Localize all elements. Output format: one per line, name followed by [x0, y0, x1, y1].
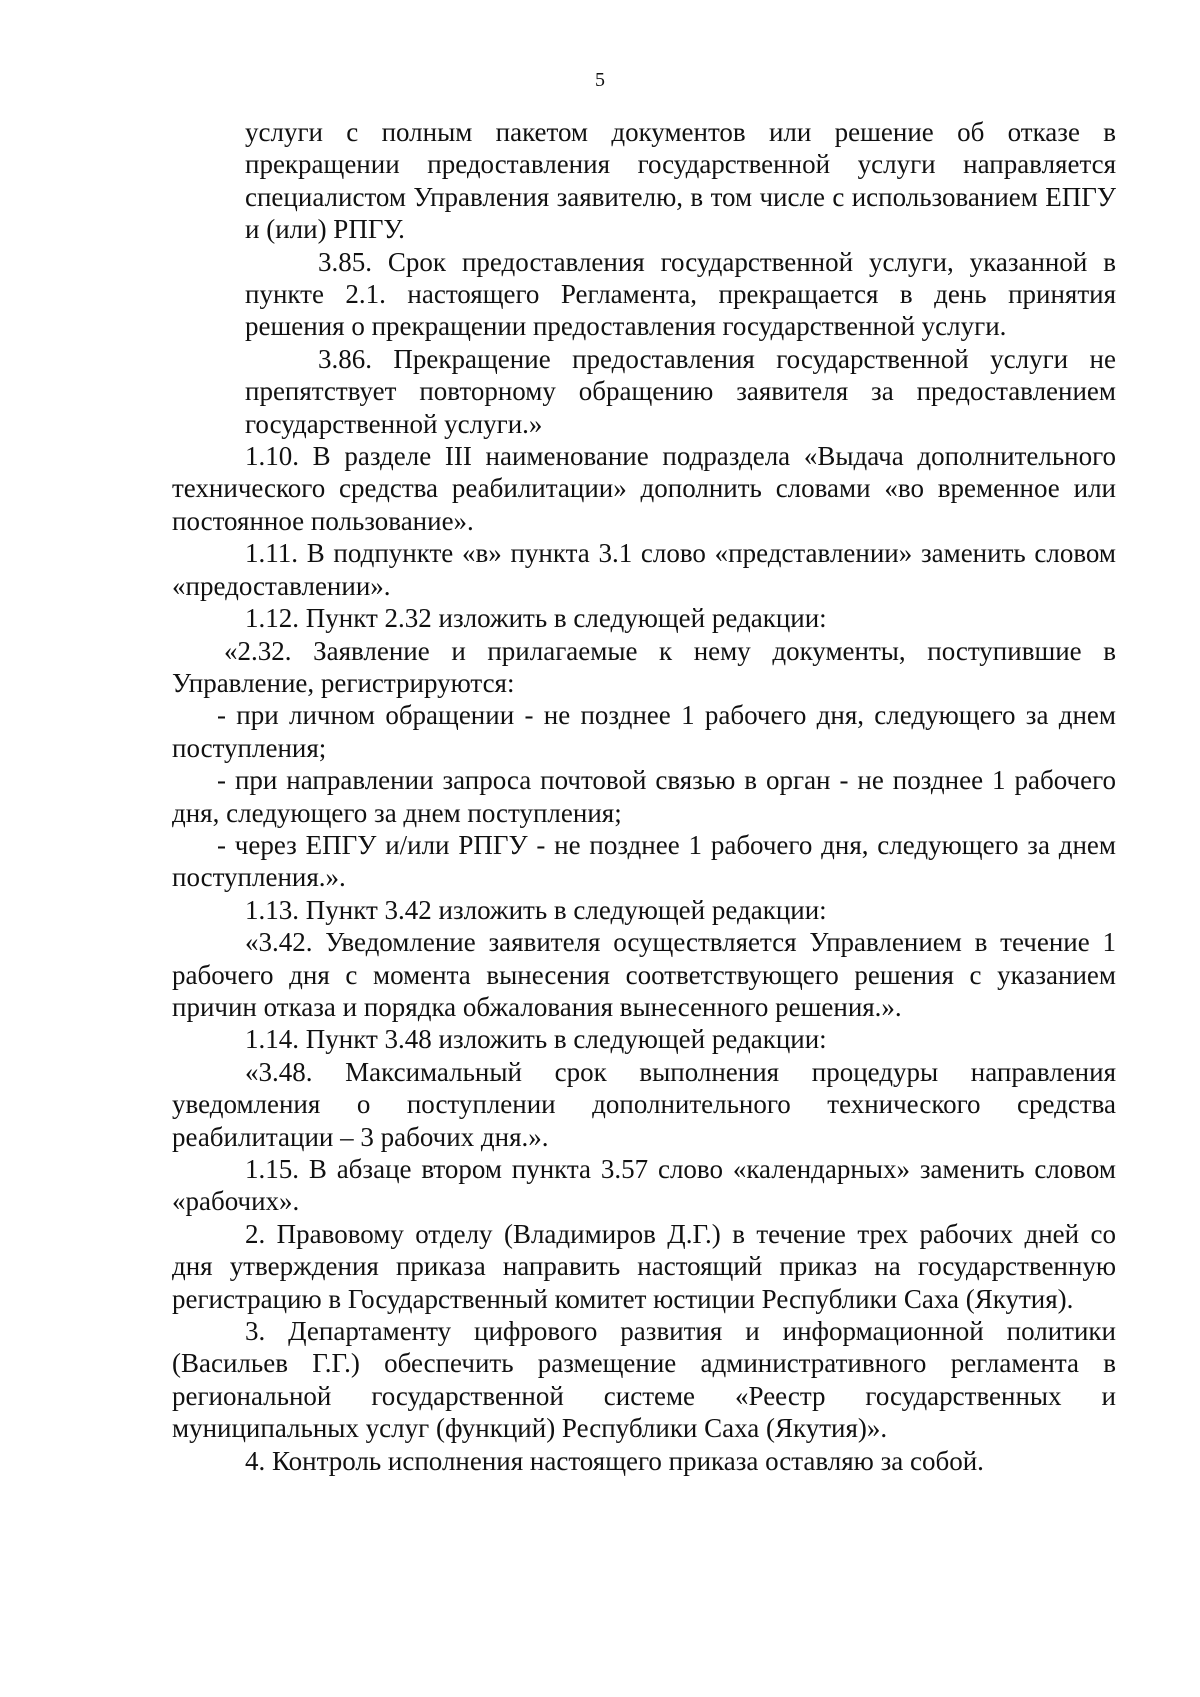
paragraph-1-12: 1.12. Пункт 2.32 изложить в следующей редакции: [245, 603, 827, 634]
list-item: - через ЕПГУ и/или РПГУ - не позднее 1 рабочего дня, следующего за днем поступления.». [172, 829, 1116, 893]
page-number: 5 [595, 69, 605, 91]
paragraph-1-10: 1.10. В разделе III наименование подраздела «Выдача дополнительного технического средства реабилитации» дополнить словами «во временное или постоянное пользование». [172, 441, 1116, 536]
paragraph-3-48: «3.48. Максимальный срок выполнения процедуры направления уведомления о поступлении дополнительного технического средства реабилитации – 3 рабочих дня.». [172, 1056, 1116, 1152]
paragraph-1-11: 1.11. В подпункте «в» пункта 3.1 слово «представлении» заменить словом «предоставлении». [172, 538, 1116, 601]
paragraph-3-42: «3.42. Уведомление заявителя осуществляется Управлением в течение 1 рабочего дня с момента вынесения соответствующего решения с указанием причин отказа и порядка обжалования вынесенного решения.». [172, 927, 1116, 1022]
paragraph-4: 4. Контроль исполнения настоящего приказа оставляю за собой. [245, 1445, 984, 1476]
paragraph-2: 2. Правовому отделу (Владимиров Д.Г.) в течение трех рабочих дней со дня утверждения приказа направить настоящий приказ на государственную регистрацию в Государственный комитет юстиции Республики Саха (Якутия). [172, 1218, 1116, 1314]
paragraph-3-86: 3.86. Прекращение предоставления государственной услуги не препятствует повторному обращению заявителя за предоставлением государственной услуги.» [245, 343, 1116, 439]
paragraph-1-13: 1.13. Пункт 3.42 изложить в следующей редакции: [245, 894, 827, 925]
list-item: - при личном обращении - не позднее 1 рабочего дня, следующего за днем поступления; [172, 700, 1116, 763]
continued-clause-block [172, 116, 1116, 440]
list-item: - при направлении запроса почтовой связью в орган - не позднее 1 рабочего дня, следующего за днем поступления; [172, 765, 1116, 828]
paragraph-3: 3. Департаменту цифрового развития и информационной политики (Васильев Г.Г.) обеспечить размещение административного регламента в региональной государственной системе «Реестр государственных и муниципальных услуг (функций) Республики Саха (Якутия)». [172, 1316, 1116, 1444]
paragraph-1-14: 1.14. Пункт 3.48 изложить в следующей редакции: [245, 1024, 827, 1055]
paragraph-2-32: «2.32. Заявление и прилагаемые к нему документы, поступившие в Управление, регистрируются: [172, 635, 1116, 698]
paragraph-3-85: 3.85. Срок предоставления государственной услуги, указанной в пункте 2.1. настоящего Регламента, прекращается в день принятия решения о прекращении предоставления государственной услуги. [245, 246, 1116, 342]
paragraph-1-15: 1.15. В абзаце втором пункта 3.57 слово «календарных» заменить словом «рабочих». [172, 1154, 1116, 1217]
paragraph-continuation-3-84: услуги с полным пакетом документов или решение об отказе в прекращении предоставления государственной услуги направляется специалистом Управления заявителю, в том числе с использованием ЕПГУ и (или) РПГУ. [245, 117, 1116, 245]
document-body [172, 116, 1116, 1477]
